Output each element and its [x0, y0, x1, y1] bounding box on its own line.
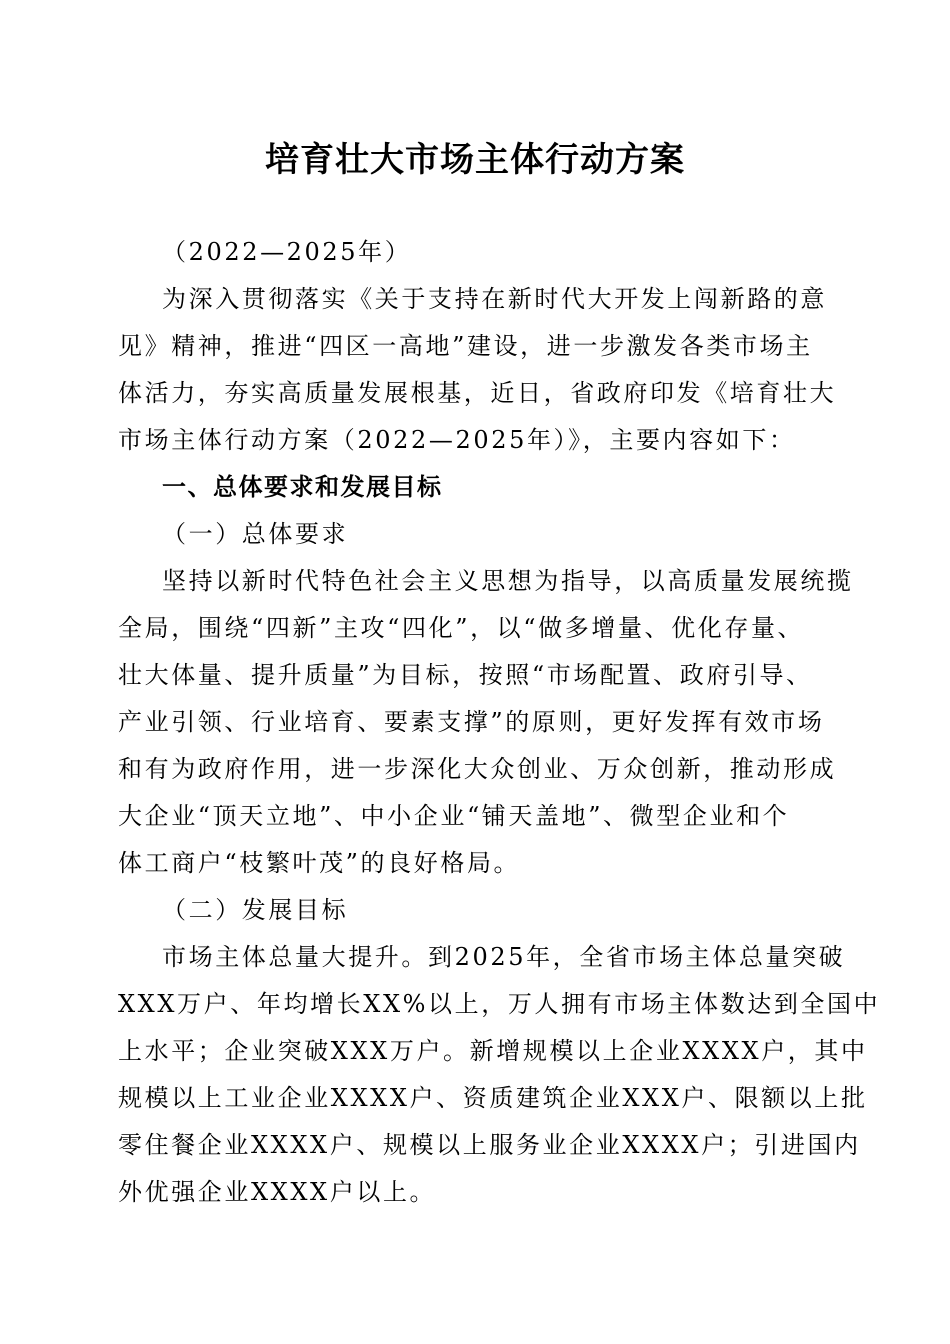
- subsection-heading-2: （二）发展目标: [162, 896, 349, 924]
- requirements-line-7: 体工商户“枝繁叶茂”的良好格局。: [118, 849, 521, 877]
- requirements-line-2: 全局，围绕“四新”主攻“四化”，以“做多增量、优化存量、: [118, 614, 805, 642]
- requirements-line-3: 壮大体量、提升质量”为目标，按照“市场配置、政府引导、: [118, 661, 813, 689]
- requirements-line-5: 和有为政府作用，进一步深化大众创业、万众创新，推动形成: [118, 755, 837, 783]
- goals-line-5: 零住餐企业XXXX户、规模以上服务业企业XXXX户；引进国内: [118, 1131, 861, 1159]
- section-heading-1: 一、总体要求和发展目标: [162, 473, 443, 501]
- goals-line-3: 上水平；企业突破XXX万户。新增规模以上企业XXXX户，其中: [118, 1037, 868, 1065]
- document-title: 培育壮大市场主体行动方案: [265, 140, 685, 180]
- intro-line-1: 为深入贯彻落实《关于支持在新时代大开发上闯新路的意: [162, 285, 827, 313]
- subsection-heading-1: （一）总体要求: [162, 520, 349, 548]
- requirements-line-4: 产业引领、行业培育、要素支撑”的原则，更好发挥有效市场: [118, 708, 825, 736]
- document-subtitle: （2022—2025年）: [162, 238, 412, 266]
- intro-line-4: 市场主体行动方案（2022—2025年）》，主要内容如下：: [118, 426, 796, 454]
- intro-line-2: 见》精神，推进“四区一高地”建设，进一步激发各类市场主: [118, 332, 813, 360]
- goals-line-4: 规模以上工业企业XXXX户、资质建筑企业XXX户、限额以上批: [118, 1084, 868, 1112]
- intro-line-3: 体活力，夯实高质量发展根基，近日，省政府印发《培育壮大: [118, 379, 837, 407]
- goals-line-6: 外优强企业XXXX户以上。: [118, 1178, 437, 1206]
- requirements-line-6: 大企业“顶天立地”、中小企业“铺天盖地”、微型企业和个: [118, 802, 790, 830]
- requirements-line-1: 坚持以新时代特色社会主义思想为指导，以高质量发展统揽: [162, 567, 854, 595]
- goals-line-2: XXX万户、年均增长XX%以上，万人拥有市场主体数达到全国中: [118, 990, 881, 1018]
- goals-line-1: 市场主体总量大提升。到2025年，全省市场主体总量突破: [162, 943, 846, 971]
- document-body: [118, 229, 881, 1216]
